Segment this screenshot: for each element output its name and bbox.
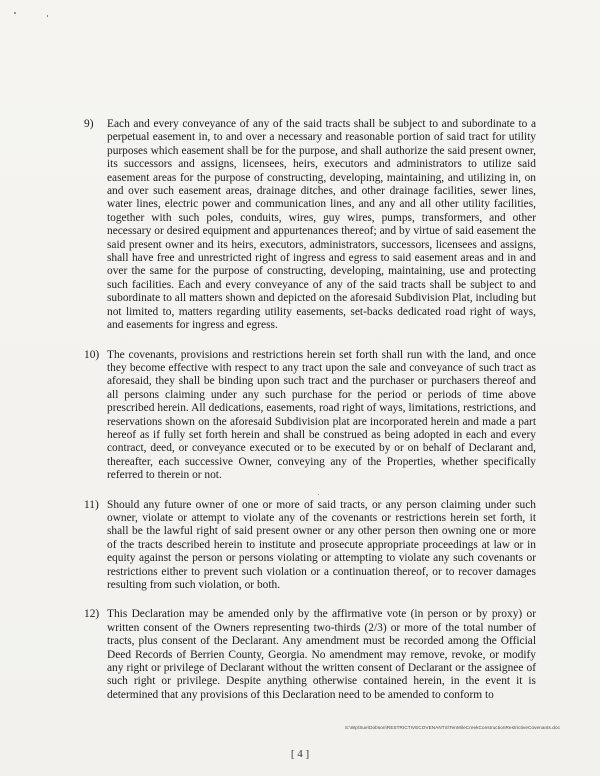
paragraph-11 xyxy=(84,499,536,593)
scan-speck xyxy=(47,15,48,17)
paragraph-text: The covenants, provisions and restrictions herein set forth shall run with the land, and once they become effective with respect to any tract upon the sale and conveyance of such tract as aforesaid, they shall be binding upon such tract and the purchaser or purchasers thereof and all persons claiming under any such purchase for the period or periods of time above prescribed herein. All dedications, easements, road right of ways, limitations, restrictions, and reservations shown on the aforesaid Subdivision plat are incorporated herein and made a part hereof as if fully set forth herein and shall be construed as being adopted in each and every contract, deed, or conveyance executed or to be executed by or on behalf of Declarant and, thereafter, each successive Owner, conveying any of the Properties, whether specifically referred to therein or not. xyxy=(107,348,536,482)
page-number: [ 4 ] xyxy=(290,748,310,760)
paragraph-number: 10) xyxy=(84,348,100,361)
paragraph-number: 11) xyxy=(84,498,99,511)
paragraph-text: This Declaration may be amended only by the affirmative vote (in person or by proxy) or written consent of the Owners representing two-thirds (2/3) or more of the total number of tracts, plus consent of the Declarant. Any amendment must be recorded among the Official Deed Records of Berrien County, Georgia. No amendment may remove, revoke, or modify any right or privilege of Declarant without the written consent of Declarant or the assignee of such right or privilege. Despite anything otherwise contained herein, in the event it is determined that any provisions of this Declaration need to be amended to conform to xyxy=(107,608,536,701)
paragraph-text: Should any future owner of one or more of said tracts, or any person claiming under such owner, violate or attempt to violate any of the covenants or restrictions herein set forth, it shall be the lawful right of said present owner or any other person then owning one or more of the tracts described herein to institute and prosecute appropriate proceedings at law or in equity against the person or persons violating or attempting to violate any such covenants or restrictions either to prevent such violation or a continuation thereof, or to recover damages resulting from such violation, or both. xyxy=(107,498,536,591)
paragraph-number: 9) xyxy=(84,118,94,130)
paragraph-12 xyxy=(84,608,536,702)
scan-speck xyxy=(14,12,16,14)
footer-file-path: S:\Wp\Sue\Dobson\RESTRICTIVECOVENANTS\TenMileCreekConstructionRestrictiveCovenants.doc xyxy=(344,725,560,730)
paragraph-9 xyxy=(84,118,536,333)
paragraph-10 xyxy=(84,349,536,483)
document-body xyxy=(84,118,536,718)
paragraph-text: Each and every conveyance of any of the said tracts shall be subject to and subordinate to a perpetual easement in, to and over a necessary and reasonable portion of said tract for utility purposes which easement shall be for the purpose, and shall authorize the said present owner, its successors and assigns, licensees, heirs, executors and administrators to utilize said easement areas for the purpose of constructing, developing, maintaining, and utilizing in, on and over such easement areas, drainage ditches, and other drainage facilities, sewer lines, water lines, electric power and communication lines, and any and all other utility facilities, together with such poles, conduits, wires, guy wires, pumps, transformers, and other necessary or desired equipment and appurtenances thereof; and by virtue of said easement the said present owner and its heirs, executors, administrators, successors, licensees and assigns, shall have free and unrestricted right of ingress and egress to said easement areas and in and over the same for the purpose of constructing, developing, maintaining, use and protecting such facilities. Each and every conveyance of any of the said tracts shall be subject to and subordinate to all matters shown and depicted on the aforesaid Subdivision Plat, including but not limited to, matters regarding utility easements, set-backs dedicated road right of ways, and easements for ingress and egress. xyxy=(107,118,536,332)
paragraph-number: 12) xyxy=(84,608,100,621)
